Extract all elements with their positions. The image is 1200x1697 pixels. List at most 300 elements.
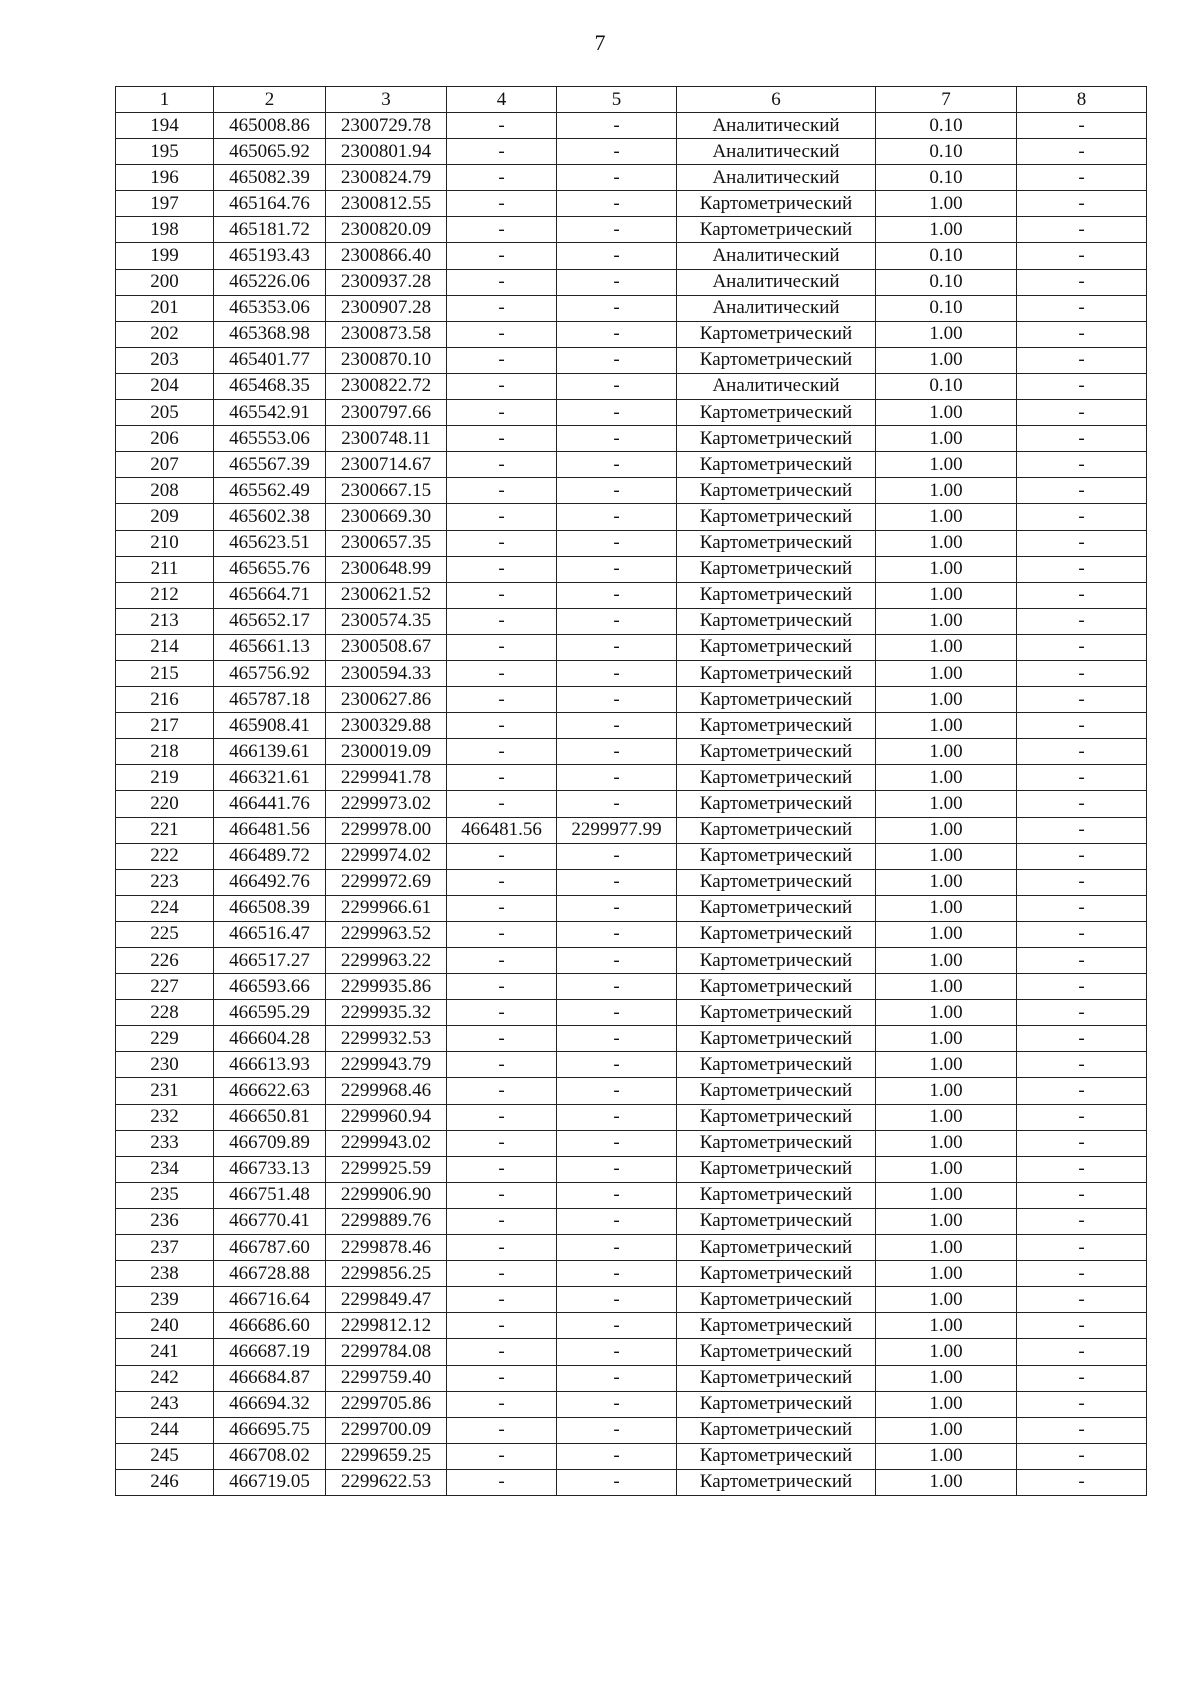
table-cell: 465756.92 (214, 660, 326, 686)
table-cell: 1.00 (876, 1339, 1017, 1365)
table-cell: 1.00 (876, 1443, 1017, 1469)
table-cell: 2300329.88 (326, 713, 447, 739)
table-cell: 242 (116, 1365, 214, 1391)
table-cell: 466751.48 (214, 1182, 326, 1208)
table-cell: 465542.91 (214, 400, 326, 426)
table-cell: Картометрический (677, 321, 876, 347)
table-cell: - (557, 765, 677, 791)
table-cell: 1.00 (876, 1365, 1017, 1391)
table-cell: - (557, 634, 677, 660)
table-cell: - (447, 478, 557, 504)
table-cell: - (557, 582, 677, 608)
table-cell: 2300648.99 (326, 556, 447, 582)
table-cell: 1.00 (876, 1078, 1017, 1104)
table-cell: Картометрический (677, 739, 876, 765)
table-cell: - (1017, 347, 1147, 373)
table-cell: 1.00 (876, 608, 1017, 634)
table-cell: 2299705.86 (326, 1391, 447, 1417)
table-cell: 2299973.02 (326, 791, 447, 817)
table-cell: Картометрический (677, 582, 876, 608)
table-cell: 466517.27 (214, 948, 326, 974)
table-cell: Аналитический (677, 373, 876, 399)
table-cell: - (447, 1000, 557, 1026)
table-cell: Картометрический (677, 1469, 876, 1495)
table-cell: 1.00 (876, 1130, 1017, 1156)
table-cell: 1.00 (876, 582, 1017, 608)
table-cell: 0.10 (876, 373, 1017, 399)
table-cell: 2299700.09 (326, 1417, 447, 1443)
table-cell: - (557, 373, 677, 399)
table-cell: Картометрический (677, 452, 876, 478)
table-cell: 465226.06 (214, 269, 326, 295)
table-cell: 225 (116, 921, 214, 947)
table-cell: 215 (116, 660, 214, 686)
table-cell: - (1017, 1443, 1147, 1469)
table-row (116, 452, 1147, 478)
table-cell: Картометрический (677, 1156, 876, 1182)
table-row (116, 321, 1147, 347)
table-cell: 1.00 (876, 921, 1017, 947)
table-cell: 2299878.46 (326, 1235, 447, 1261)
table-cell: - (447, 843, 557, 869)
table-cell: 466733.13 (214, 1156, 326, 1182)
table-cell: - (557, 139, 677, 165)
table-cell: - (1017, 452, 1147, 478)
table-cell: 233 (116, 1130, 214, 1156)
table-cell: Картометрический (677, 974, 876, 1000)
table-cell: - (557, 1208, 677, 1234)
table-cell: 1.00 (876, 1156, 1017, 1182)
table-cell: - (1017, 739, 1147, 765)
table-cell: - (1017, 843, 1147, 869)
table-cell: 1.00 (876, 556, 1017, 582)
table-cell: - (447, 687, 557, 713)
table-cell: 1.00 (876, 739, 1017, 765)
table-cell: - (1017, 869, 1147, 895)
table-cell: Картометрический (677, 1443, 876, 1469)
table-cell: - (447, 243, 557, 269)
table-cell: - (557, 347, 677, 373)
table-cell: - (1017, 921, 1147, 947)
table-cell: - (447, 948, 557, 974)
table-cell: - (557, 556, 677, 582)
table-cell: 2300801.94 (326, 139, 447, 165)
table-cell: 0.10 (876, 269, 1017, 295)
table-row (116, 739, 1147, 765)
table-body (116, 87, 1147, 1496)
table-cell: 224 (116, 895, 214, 921)
table-cell: 2300019.09 (326, 739, 447, 765)
table-row (116, 1052, 1147, 1078)
table-cell: 2299977.99 (557, 817, 677, 843)
table-row (116, 295, 1147, 321)
table-cell: Аналитический (677, 269, 876, 295)
table-cell: 0.10 (876, 139, 1017, 165)
table-cell: - (1017, 582, 1147, 608)
table-cell: 2300870.10 (326, 347, 447, 373)
table-cell: 197 (116, 191, 214, 217)
table-row (116, 1208, 1147, 1234)
table-row (116, 217, 1147, 243)
table-row (116, 1287, 1147, 1313)
table-cell: 465065.92 (214, 139, 326, 165)
table-cell: - (447, 1391, 557, 1417)
table-cell: Картометрический (677, 791, 876, 817)
table-cell: - (447, 921, 557, 947)
table-cell: Картометрический (677, 1026, 876, 1052)
table-cell: Аналитический (677, 113, 876, 139)
table-cell: - (557, 791, 677, 817)
table-cell: 210 (116, 530, 214, 556)
table-cell: - (1017, 556, 1147, 582)
table-cell: - (1017, 191, 1147, 217)
table-cell: 465193.43 (214, 243, 326, 269)
table-cell: - (557, 165, 677, 191)
table-cell: 1.00 (876, 1000, 1017, 1026)
table-cell: 2300907.28 (326, 295, 447, 321)
table-row (116, 634, 1147, 660)
table-cell: - (1017, 1235, 1147, 1261)
table-cell: 466441.76 (214, 791, 326, 817)
table-cell: - (557, 608, 677, 634)
table-cell: - (447, 321, 557, 347)
table-cell: - (557, 504, 677, 530)
table-cell: 2300873.58 (326, 321, 447, 347)
table-cell: Картометрический (677, 817, 876, 843)
table-cell: 466686.60 (214, 1313, 326, 1339)
table-cell: 466716.64 (214, 1287, 326, 1313)
table-cell: 1.00 (876, 478, 1017, 504)
table-cell: Картометрический (677, 217, 876, 243)
table-cell: 2299812.12 (326, 1313, 447, 1339)
table-row (116, 1000, 1147, 1026)
table-cell: 1.00 (876, 1313, 1017, 1339)
table-cell: 466684.87 (214, 1365, 326, 1391)
table-cell: Аналитический (677, 139, 876, 165)
table-cell: - (447, 1026, 557, 1052)
table-cell: - (1017, 1182, 1147, 1208)
table-cell: - (1017, 1104, 1147, 1130)
table-cell: 466516.47 (214, 921, 326, 947)
table-cell: - (557, 1130, 677, 1156)
table-cell: 1.00 (876, 426, 1017, 452)
table-row (116, 765, 1147, 791)
table-row (116, 817, 1147, 843)
table-cell: Картометрический (677, 530, 876, 556)
table-cell: 1.00 (876, 1026, 1017, 1052)
table-cell: - (557, 243, 677, 269)
table-cell: - (557, 1287, 677, 1313)
table-cell: 465181.72 (214, 217, 326, 243)
table-cell: 0.10 (876, 165, 1017, 191)
table-cell: - (1017, 1313, 1147, 1339)
page-number: 7 (594, 30, 606, 55)
table-cell: - (557, 1365, 677, 1391)
table-cell: 2299963.52 (326, 921, 447, 947)
table-cell: Картометрический (677, 1417, 876, 1443)
table-cell: - (1017, 1339, 1147, 1365)
table-cell: - (1017, 1287, 1147, 1313)
table-cell: 465661.13 (214, 634, 326, 660)
table-cell: 1.00 (876, 765, 1017, 791)
table-cell: - (447, 582, 557, 608)
table-cell: 466687.19 (214, 1339, 326, 1365)
table-cell: 206 (116, 426, 214, 452)
table-cell: - (447, 1261, 557, 1287)
table-cell: - (447, 1104, 557, 1130)
table-row (116, 948, 1147, 974)
table-cell: - (1017, 1469, 1147, 1495)
table-cell: Картометрический (677, 948, 876, 974)
table-cell: Картометрический (677, 1287, 876, 1313)
table-cell: 2300822.72 (326, 373, 447, 399)
table-cell: 196 (116, 165, 214, 191)
table-row (116, 1365, 1147, 1391)
table-cell: 2299972.69 (326, 869, 447, 895)
table-cell: - (1017, 1130, 1147, 1156)
table-cell: - (557, 1104, 677, 1130)
table-cell: - (447, 765, 557, 791)
table-cell: - (1017, 400, 1147, 426)
table-cell: 1.00 (876, 400, 1017, 426)
table-cell: 1.00 (876, 634, 1017, 660)
table-cell: 466492.76 (214, 869, 326, 895)
table-cell: 1.00 (876, 217, 1017, 243)
column-header: 6 (677, 87, 876, 113)
table-cell: - (447, 608, 557, 634)
table-cell: Картометрический (677, 1365, 876, 1391)
table-cell: - (557, 843, 677, 869)
table-cell: - (447, 1313, 557, 1339)
table-cell: 465787.18 (214, 687, 326, 713)
table-cell: 466787.60 (214, 1235, 326, 1261)
table-cell: - (447, 1208, 557, 1234)
table-cell: - (447, 1339, 557, 1365)
table-cell: - (557, 191, 677, 217)
table-cell: 198 (116, 217, 214, 243)
header-row (116, 87, 1147, 113)
table-cell: 1.00 (876, 1104, 1017, 1130)
table-cell: - (1017, 321, 1147, 347)
table-cell: 466321.61 (214, 765, 326, 791)
table-cell: - (447, 1182, 557, 1208)
table-cell: 200 (116, 269, 214, 295)
table-cell: - (447, 791, 557, 817)
table-row (116, 504, 1147, 530)
table-cell: 1.00 (876, 1235, 1017, 1261)
table-cell: - (447, 1078, 557, 1104)
table-cell: Картометрический (677, 1052, 876, 1078)
table-cell: Аналитический (677, 243, 876, 269)
table-cell: 1.00 (876, 452, 1017, 478)
table-cell: 1.00 (876, 1391, 1017, 1417)
table-cell: 216 (116, 687, 214, 713)
table-row (116, 243, 1147, 269)
table-cell: Картометрический (677, 400, 876, 426)
table-cell: - (447, 634, 557, 660)
table-cell: 1.00 (876, 530, 1017, 556)
table-cell: 2299935.86 (326, 974, 447, 1000)
table-cell: - (447, 1235, 557, 1261)
table-cell: 465602.38 (214, 504, 326, 530)
column-header: 7 (876, 87, 1017, 113)
table-cell: 0.10 (876, 295, 1017, 321)
table-cell: 2300714.67 (326, 452, 447, 478)
table-row (116, 660, 1147, 686)
table-cell: Картометрический (677, 1182, 876, 1208)
table-cell: - (557, 1182, 677, 1208)
table-cell: - (447, 269, 557, 295)
table-cell: 2299968.46 (326, 1078, 447, 1104)
table-cell: - (447, 139, 557, 165)
column-header: 1 (116, 87, 214, 113)
table-cell: 234 (116, 1156, 214, 1182)
table-cell: Картометрический (677, 556, 876, 582)
coordinates-table (115, 86, 1147, 1496)
table-cell: 2299960.94 (326, 1104, 447, 1130)
table-row (116, 1078, 1147, 1104)
table-cell: 465082.39 (214, 165, 326, 191)
table-cell: 2300508.67 (326, 634, 447, 660)
table-cell: - (1017, 713, 1147, 739)
table-cell: 465623.51 (214, 530, 326, 556)
table-cell: 466481.56 (447, 817, 557, 843)
table-cell: 465562.49 (214, 478, 326, 504)
table-cell: 1.00 (876, 843, 1017, 869)
table-cell: 465008.86 (214, 113, 326, 139)
table-cell: Картометрический (677, 660, 876, 686)
table-cell: 203 (116, 347, 214, 373)
table-row (116, 478, 1147, 504)
table-cell: 2299856.25 (326, 1261, 447, 1287)
table-cell: 2300729.78 (326, 113, 447, 139)
table-cell: - (557, 1417, 677, 1443)
table-cell: - (557, 1261, 677, 1287)
table-cell: 246 (116, 1469, 214, 1495)
table-cell: - (557, 1156, 677, 1182)
table-cell: - (447, 869, 557, 895)
table-cell: 201 (116, 295, 214, 321)
table-cell: - (557, 1052, 677, 1078)
table-row (116, 1261, 1147, 1287)
table-cell: - (1017, 1208, 1147, 1234)
table-cell: 465468.35 (214, 373, 326, 399)
table-cell: 217 (116, 713, 214, 739)
table-cell: Картометрический (677, 1078, 876, 1104)
table-row (116, 713, 1147, 739)
table-cell: 466770.41 (214, 1208, 326, 1234)
table-row (116, 1026, 1147, 1052)
table-cell: 466695.75 (214, 1417, 326, 1443)
table-cell: 2299906.90 (326, 1182, 447, 1208)
table-cell: 1.00 (876, 687, 1017, 713)
table-cell: - (1017, 895, 1147, 921)
table-cell: 1.00 (876, 1261, 1017, 1287)
table-cell: 466719.05 (214, 1469, 326, 1495)
table-row (116, 974, 1147, 1000)
table-cell: 2299963.22 (326, 948, 447, 974)
table-cell: 2299935.32 (326, 1000, 447, 1026)
table-cell: 2299941.78 (326, 765, 447, 791)
table-cell: 2300937.28 (326, 269, 447, 295)
table-cell: 466139.61 (214, 739, 326, 765)
table-cell: 2299932.53 (326, 1026, 447, 1052)
table-cell: - (447, 1417, 557, 1443)
column-header: 5 (557, 87, 677, 113)
table-cell: - (447, 556, 557, 582)
table-cell: 222 (116, 843, 214, 869)
table-cell: Картометрический (677, 895, 876, 921)
table-cell: 237 (116, 1235, 214, 1261)
table-cell: 230 (116, 1052, 214, 1078)
table-cell: Картометрический (677, 347, 876, 373)
table-cell: 466650.81 (214, 1104, 326, 1130)
table-cell: - (557, 1078, 677, 1104)
table-row (116, 843, 1147, 869)
table-cell: 2299784.08 (326, 1339, 447, 1365)
table-cell: - (557, 113, 677, 139)
table-cell: - (447, 1443, 557, 1469)
table-cell: Картометрический (677, 1391, 876, 1417)
table-row (116, 921, 1147, 947)
table-cell: - (1017, 608, 1147, 634)
table-cell: - (1017, 634, 1147, 660)
column-header: 8 (1017, 87, 1147, 113)
table-row (116, 869, 1147, 895)
table-cell: 194 (116, 113, 214, 139)
table-cell: Аналитический (677, 165, 876, 191)
table-cell: - (447, 217, 557, 243)
table-cell: - (557, 687, 677, 713)
table-cell: 466481.56 (214, 817, 326, 843)
table-cell: Картометрический (677, 1339, 876, 1365)
column-header: 3 (326, 87, 447, 113)
table-cell: Картометрический (677, 687, 876, 713)
table-cell: 219 (116, 765, 214, 791)
table-cell: - (1017, 139, 1147, 165)
table-cell: 211 (116, 556, 214, 582)
table-cell: - (1017, 974, 1147, 1000)
table-cell: - (557, 478, 677, 504)
table-row (116, 1130, 1147, 1156)
table-cell: - (447, 660, 557, 686)
table-cell: - (447, 295, 557, 321)
table-cell: 1.00 (876, 869, 1017, 895)
table-cell: 466593.66 (214, 974, 326, 1000)
table-cell: 1.00 (876, 504, 1017, 530)
table-cell: - (447, 373, 557, 399)
table-cell: 466694.32 (214, 1391, 326, 1417)
table-cell: 466708.02 (214, 1443, 326, 1469)
table-cell: - (1017, 113, 1147, 139)
table-cell: 209 (116, 504, 214, 530)
table-cell: 465908.41 (214, 713, 326, 739)
table-cell: 465655.76 (214, 556, 326, 582)
table-row (116, 1104, 1147, 1130)
table-cell: 218 (116, 739, 214, 765)
table-cell: - (1017, 1078, 1147, 1104)
table-cell: 220 (116, 791, 214, 817)
table-row (116, 1469, 1147, 1495)
table-cell: 2300657.35 (326, 530, 447, 556)
table-cell: 1.00 (876, 1469, 1017, 1495)
table-cell: - (557, 1391, 677, 1417)
table-cell: - (557, 660, 677, 686)
table-cell: - (557, 1026, 677, 1052)
table-cell: - (1017, 1365, 1147, 1391)
table-cell: - (557, 713, 677, 739)
table-row (116, 1156, 1147, 1182)
